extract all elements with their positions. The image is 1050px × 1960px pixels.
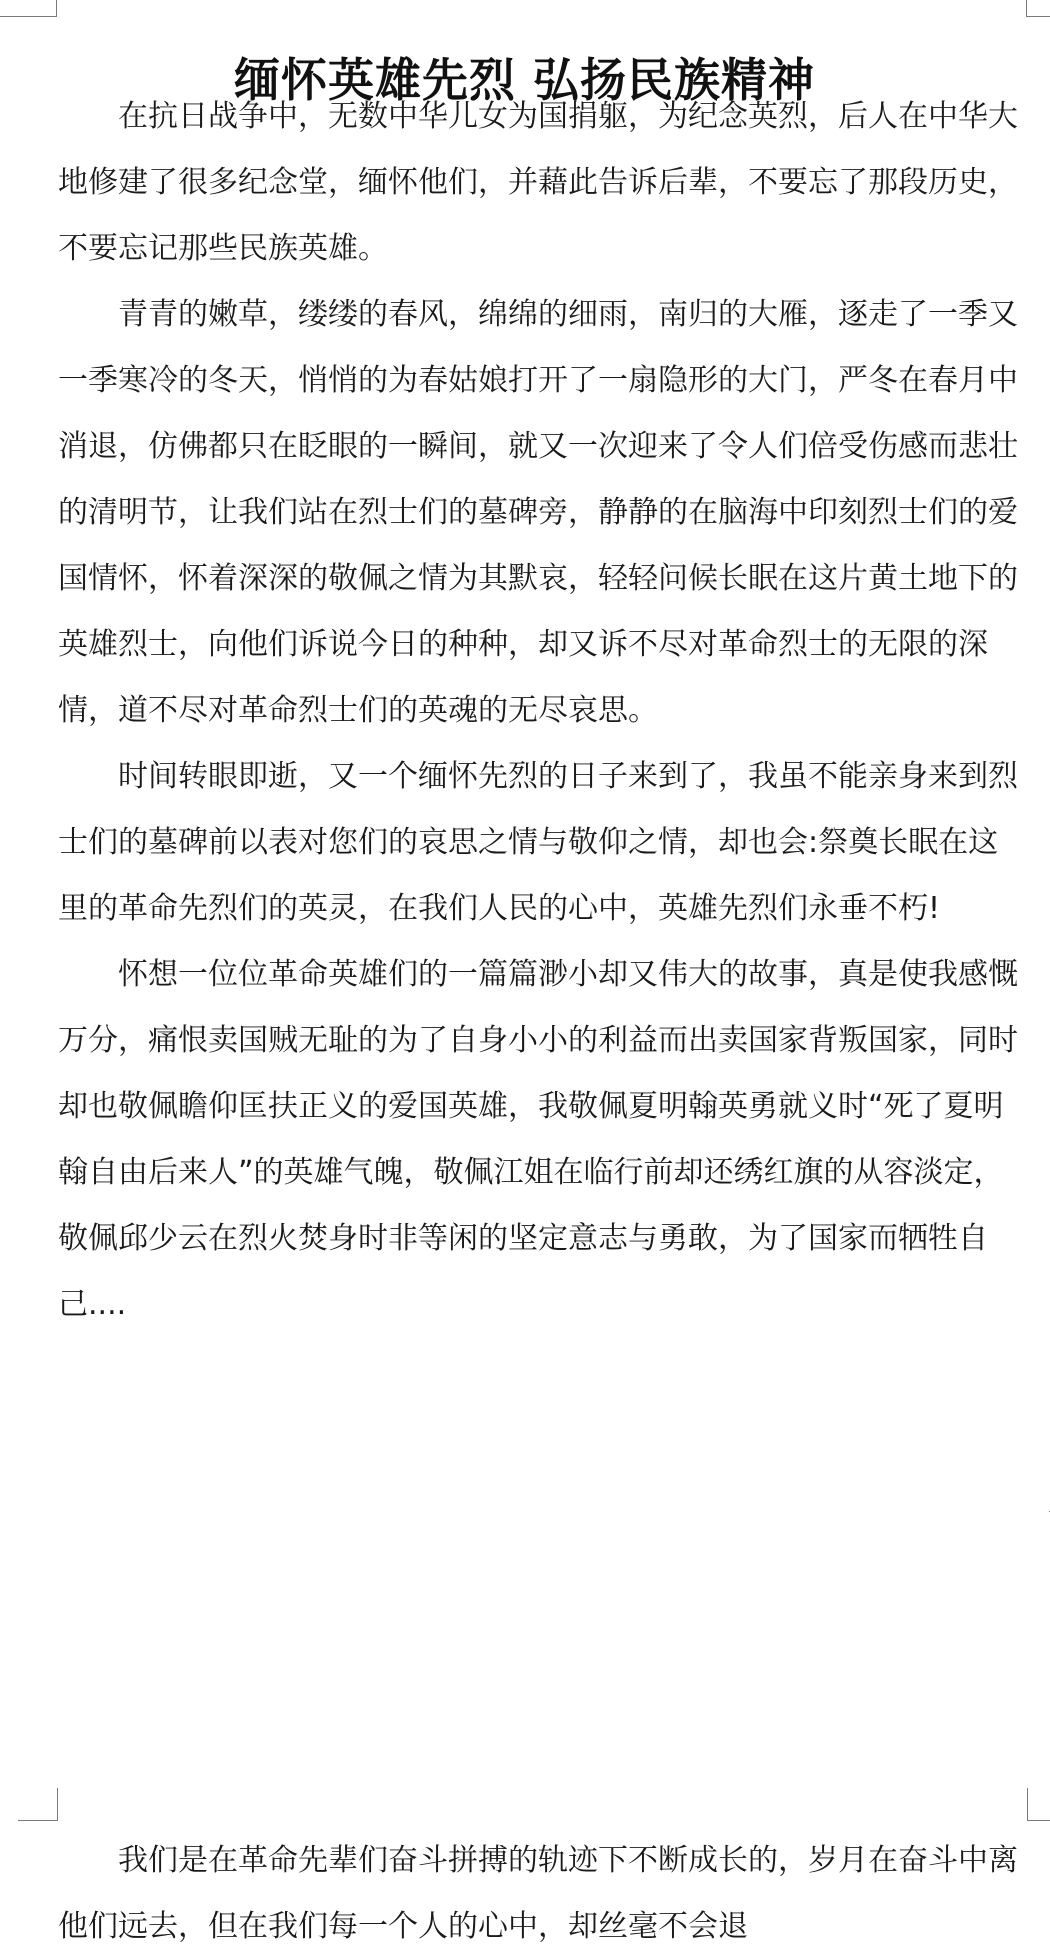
paragraph: 怀想一位位革命英雄们的一篇篇渺小却又伟大的故事，真是使我感慨万分，痛恨卖国贼无耻的为了自身小小的利益而出卖国家背叛国家，同时却也敬佩瞻仰匡扶正义的爱国英雄，我敬佩夏明翰英勇就义时“死了夏明翰自由后来人”的英雄气魄，敬佩江姐在临行前却还绣红旗的从容淡定，敬佩邱少云在烈火焚身时非等闲的坚定意志与勇敢，为了国家而牺牲自己.... <box>58 957 1018 1322</box>
crop-mark-top-left <box>0 0 57 17</box>
page-1-body <box>58 84 1018 1338</box>
paragraph: 青青的嫩草，缕缕的春风，绵绵的细雨，南归的大雁，逐走了一季又一季寒冷的冬天，悄悄的为春姑娘打开了一扇隐形的大门，严冬在春月中消退，仿佛都只在眨眼的一瞬间，就又一次迎来了令人们倍受伤感而悲壮的清明节，让我们站在烈士们的墓碑旁，静静的在脑海中印刻烈士们的爱国情怀，怀着深深的敬佩之情为其默哀，轻轻问候长眠在这片黄土地下的英雄烈士，向他们诉说今日的种种，却又诉不尽对革命烈士的无限的深情，道不尽对革命烈士们的英魂的无尽哀思。 <box>58 297 1018 728</box>
crop-mark-top-right <box>1026 0 1050 17</box>
document-title: 缅怀英雄先烈 弘扬民族精神 <box>233 52 815 107</box>
paragraph: 我们是在革命先辈们奋斗拼搏的轨迹下不断成长的，岁月在奋斗中离他们远去，但在我们每一个人的心中，却丝毫不会退 <box>58 1843 1018 1944</box>
document-page-2 <box>0 1508 1049 1944</box>
paragraph: 在抗日战争中，无数中华儿女为国捐躯，为纪念英烈，后人在中华大地修建了很多纪念堂，缅怀他们，并藉此告诉后辈，不要忘了那段历史，不要忘记那些民族英雄。 <box>58 99 1018 266</box>
crop-mark-top-right <box>1027 1788 1050 1821</box>
paragraph: 时间转眼即逝，又一个缅怀先烈的日子来到了，我虽不能亲身来到烈士们的墓碑前以表对您们的哀思之情与敬仰之情，却也会:祭奠长眠在这里的革命先烈们的英灵，在我们人民的心中，英雄先烈们永垂不朽! <box>58 759 1018 926</box>
crop-mark-top-left <box>18 1788 58 1821</box>
page-2-body <box>58 1828 1018 1960</box>
